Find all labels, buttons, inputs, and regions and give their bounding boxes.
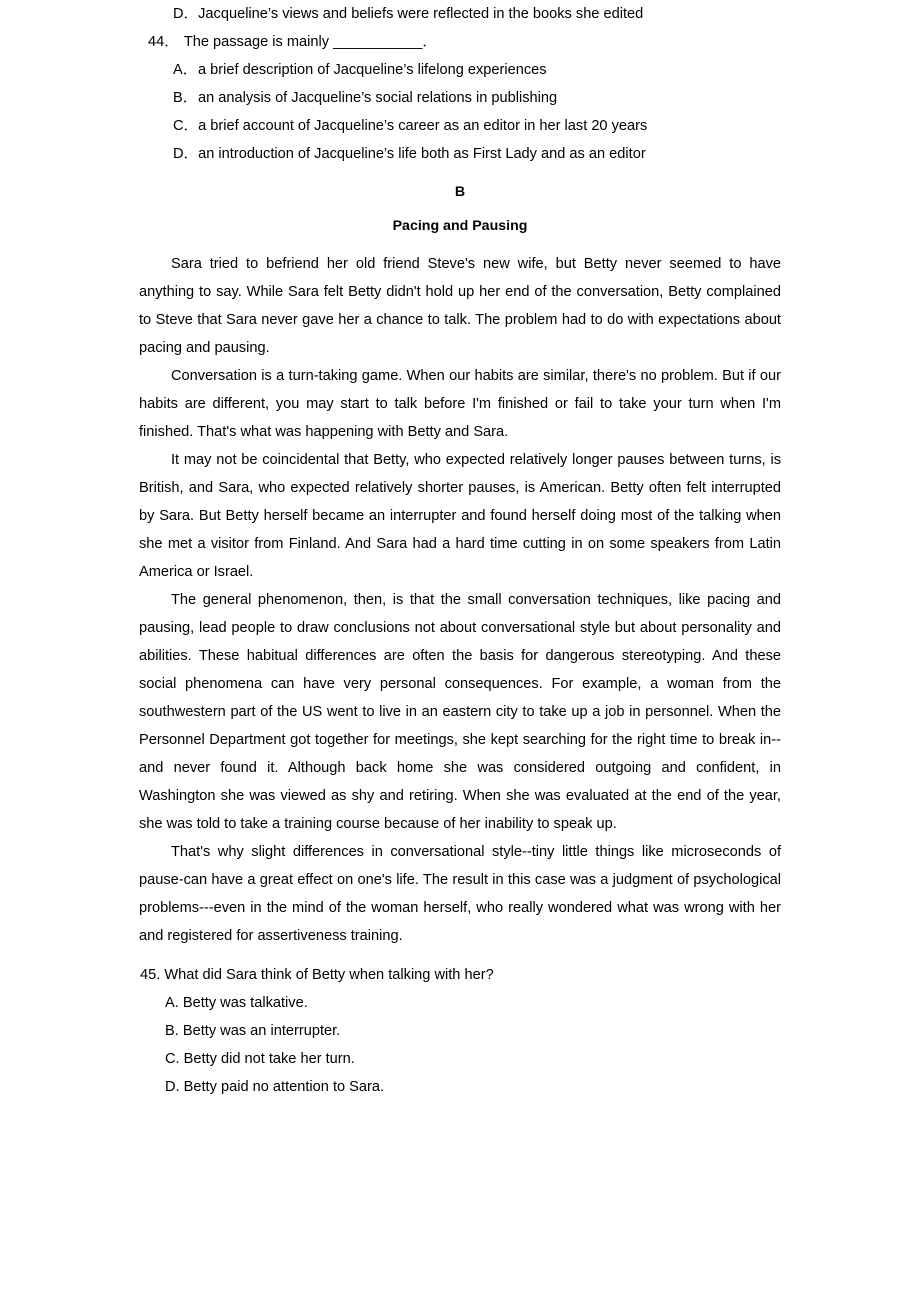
question-44-stem-period: ．	[422, 34, 437, 50]
question-44-option-d[interactable]	[173, 140, 781, 168]
option-text: Betty was an interrupter.	[182, 1023, 341, 1039]
option-label: B．	[173, 90, 198, 106]
option-text: Betty paid no attention to Sara.	[183, 1079, 385, 1095]
passage-title: Pacing and Pausing	[392, 218, 528, 234]
option-label: A．	[173, 62, 198, 78]
option-label: A.	[165, 995, 179, 1011]
option-label: B.	[165, 1023, 179, 1039]
question-45-option-b[interactable]	[165, 1017, 781, 1045]
option-text: Betty was talkative.	[182, 995, 308, 1011]
question-45-option-a[interactable]	[165, 989, 781, 1017]
option-label: D．	[173, 146, 199, 162]
question-44-number: 44．	[148, 34, 179, 50]
option-text: a brief account of Jacqueline’s career as an editor in her last 20 years	[198, 118, 648, 134]
question-44-option-b[interactable]	[173, 84, 781, 112]
question-44-option-c[interactable]	[173, 112, 781, 140]
question-44-option-a[interactable]	[173, 56, 781, 84]
question-45-block	[139, 961, 781, 1101]
option-label: C．	[173, 118, 199, 134]
question-44-stem-text: The passage is mainly	[183, 34, 330, 50]
passage-paragraph-1: Sara tried to befriend her old friend Steve's new wife, but Betty never seemed to have anything to say. While Sara felt Betty didn't hold up her end of the conversation, Betty complained to Steve that Sara never gave her a chance to talk. The problem had to do with expectations about pacing and pausing.	[139, 256, 781, 356]
question-43-option-d: D．Jacqueline’s views and beliefs were reflected in the books she edited	[173, 6, 644, 22]
passage-paragraph-2: Conversation is a turn-taking game. When our habits are similar, there's no problem. But if our habits are different, you may start to talk before I'm finished or fail to take your turn when I'm finished. That's what was happening with Betty and Sara.	[139, 368, 781, 440]
passage-paragraph-5: That's why slight differences in conversational style--tiny little things like microseconds of pause-can have a great effect on one's life. The result in this case was a judgment of psychological problems---even in the mind of the woman herself, who really wondered what was wrong with her and registered for assertiveness training.	[139, 844, 781, 944]
spacer	[139, 950, 781, 961]
passage-paragraph-4: The general phenomenon, then, is that the small conversation techniques, like pacing and pausing, lead people to draw conclusions not about conversational style but about personality and abilities. These habitual differences are often the basis for dangerous stereotyping. And these social phenomena can have very personal consequences. For example, a woman from the southwestern part of the US went to live in an eastern city to take up a job in personnel. When the Personnel Department got together for meetings, she kept searching for the right time to break in--and never found it. Although back home she was considered outgoing and confident, in Washington she was viewed as shy and retiring. When she was evaluated at the end of the year, she was told to take a training course because of her inability to speak up.	[139, 592, 781, 832]
question-45-stem: 45. What did Sara think of Betty when talking with her?	[140, 967, 494, 983]
question-44-blank: ___________	[333, 34, 423, 50]
question-45-option-d[interactable]	[165, 1073, 781, 1101]
page-content	[139, 0, 781, 1101]
option-label: C.	[165, 1051, 180, 1067]
question-45-option-c[interactable]	[165, 1045, 781, 1073]
passage-body	[139, 250, 781, 950]
question-44-stem	[148, 28, 781, 56]
passage-paragraph-3: It may not be coincidental that Betty, who expected relatively longer pauses between turns, is British, and Sara, who expected relatively shorter pauses, is American. Betty often felt interrupted by Sara. But Betty herself became an interrupter and found herself doing most of the talking when she met a visitor from Finland. And Sara had a hard time cutting in on some speakers from Latin America or Israel.	[139, 452, 781, 580]
passage-section-letter: B	[454, 184, 466, 200]
option-label: D.	[165, 1079, 180, 1095]
option-text: an analysis of Jacqueline’s social relations in publishing	[198, 90, 558, 106]
option-text: a brief description of Jacqueline’s lifelong experiences	[198, 62, 547, 78]
question-44-block	[139, 0, 781, 168]
option-text: Betty did not take her turn.	[183, 1051, 355, 1067]
option-text: an introduction of Jacqueline’s life both as First Lady and as an editor	[198, 146, 646, 162]
